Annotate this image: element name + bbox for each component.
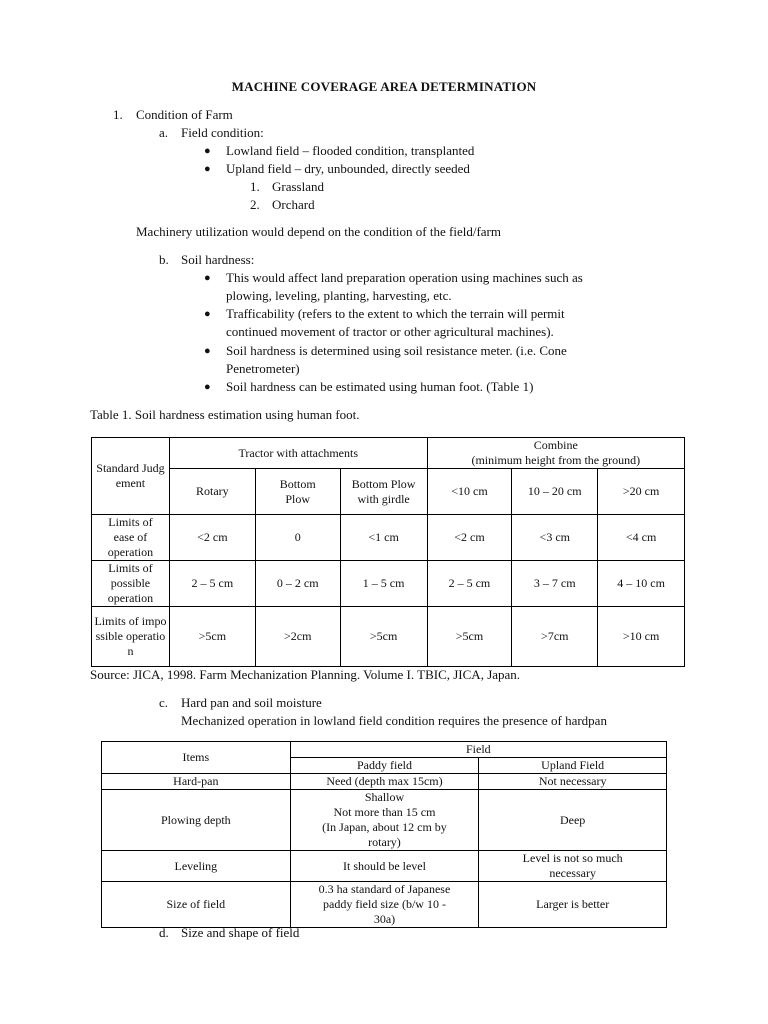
list-item: Upland field – dry, unbounded, directly seeded [226, 161, 470, 176]
bullet-icon: ● [204, 145, 211, 157]
subsection-letter: b. [159, 252, 169, 267]
section-heading: Condition of Farm [136, 107, 233, 122]
header-tractor: Tractor with attachments [169, 438, 427, 469]
table-cell: Larger is better [479, 882, 667, 928]
list-item: Soil hardness is determined using soil resistance meter. (i.e. Cone [226, 343, 567, 358]
table-cell: >10 cm [598, 607, 685, 667]
table-cell: >2cm [255, 607, 340, 667]
row-label: Leveling [102, 851, 291, 882]
subsection-letter: c. [159, 695, 169, 710]
table-cell: 0 [255, 515, 340, 561]
bullet-icon: ● [204, 381, 211, 393]
row-label: Plowing depth [102, 790, 291, 851]
list-item: Orchard [272, 197, 315, 212]
table-caption: Table 1. Soil hardness estimation using human foot. [90, 407, 360, 422]
row-label: Limits of possible operation [92, 561, 170, 607]
row-label: Limits of impossible operation [92, 607, 170, 667]
table-cell: >5cm [427, 607, 512, 667]
header-paddy: Paddy field [290, 758, 479, 774]
subsection-letter: d. [159, 925, 169, 940]
bullet-icon: ● [204, 345, 211, 357]
list-number: 1. [250, 179, 260, 194]
subsection-heading: Hard pan and soil moisture [181, 695, 322, 710]
table-cell: <4 cm [598, 515, 685, 561]
table-cell: Deep [479, 790, 667, 851]
subheader-rotary: Rotary [169, 469, 255, 515]
list-item: Grassland [272, 179, 324, 194]
bullet-icon: ● [204, 163, 211, 175]
header-combine-line2: (minimum height from the ground) [471, 453, 641, 467]
table-cell: >5cm [340, 607, 427, 667]
page-title: MACHINE COVERAGE AREA DETERMINATION [231, 79, 537, 94]
cell-line: paddy field size (b/w 10 - [323, 897, 446, 911]
cell-line: Shallow [364, 790, 405, 804]
header-combine [427, 438, 684, 469]
subheader-10-20: 10 – 20 cm [512, 469, 598, 515]
table-cell: <2 cm [169, 515, 255, 561]
field-comparison-table [101, 741, 667, 928]
table-cell: 0 – 2 cm [255, 561, 340, 607]
list-item: Soil hardness can be estimated using human foot. (Table 1) [226, 379, 534, 394]
header-upland: Upland Field [479, 758, 667, 774]
table-cell: 2 – 5 cm [169, 561, 255, 607]
table-row [102, 851, 667, 882]
header-items: Items [102, 742, 291, 774]
table-cell: >7cm [512, 607, 598, 667]
list-item-cont: Penetrometer) [226, 361, 300, 376]
table-cell: 1 – 5 cm [340, 561, 427, 607]
list-item: This would affect land preparation operation using machines such as [226, 270, 583, 285]
list-item-cont: continued movement of tractor or other agricultural machines). [226, 324, 554, 339]
table-row [92, 561, 685, 607]
header-combine-line1: Combine [533, 438, 578, 452]
subheader-gt20: >20 cm [598, 469, 685, 515]
table-cell: 3 – 7 cm [512, 561, 598, 607]
table-cell [290, 790, 479, 851]
list-number: 2. [250, 197, 260, 212]
subheader-bottom-plow: Bottom Plow [255, 469, 340, 515]
cell-line: necessary [549, 866, 596, 880]
subheader-bottom-plow-girdle: Bottom Plow with girdle [340, 469, 427, 515]
cell-line: 0.3 ha standard of Japanese [318, 882, 451, 896]
bullet-icon: ● [204, 272, 211, 284]
table-cell: Not necessary [479, 774, 667, 790]
cell-line: 30a) [373, 912, 396, 926]
table-cell: Need (depth max 15cm) [290, 774, 479, 790]
table-row [92, 515, 685, 561]
table-cell: <3 cm [512, 515, 598, 561]
table-cell: <2 cm [427, 515, 512, 561]
cell-line: rotary) [368, 835, 401, 849]
table-source: Source: JICA, 1998. Farm Mechanization Planning. Volume I. TBIC, JICA, Japan. [90, 667, 521, 682]
row-label: Hard-pan [102, 774, 291, 790]
cell-line: (In Japan, about 12 cm by [322, 820, 447, 834]
subheader-lt10: <10 cm [427, 469, 512, 515]
subsection-heading: Soil hardness: [181, 252, 255, 267]
table-cell: 2 – 5 cm [427, 561, 512, 607]
header-standard-judgement: Standard Judgement [92, 438, 170, 515]
paragraph: Mechanized operation in lowland field condition requires the presence of hardpan [181, 713, 607, 728]
bullet-icon: ● [204, 308, 211, 320]
table-cell: It should be level [290, 851, 479, 882]
table-row [102, 790, 667, 851]
list-item: Trafficability (refers to the extent to which the terrain will permit [226, 306, 565, 321]
row-label: Size of field [102, 882, 291, 928]
table-row [102, 882, 667, 928]
table-row [102, 774, 667, 790]
subsection-heading: Size and shape of field [181, 925, 300, 940]
row-label: Limits of ease of operation [92, 515, 170, 561]
cell-line: Not more than 15 cm [333, 805, 436, 819]
soil-hardness-table [91, 437, 685, 667]
table-cell [479, 851, 667, 882]
list-item-cont: plowing, leveling, planting, harvesting, etc. [226, 288, 452, 303]
subsection-letter: a. [159, 125, 169, 140]
subsection-heading: Field condition: [181, 125, 264, 140]
table-cell: <1 cm [340, 515, 427, 561]
section-number: 1. [113, 107, 123, 122]
table-cell [290, 882, 479, 928]
table-cell: 4 – 10 cm [598, 561, 685, 607]
header-field: Field [290, 742, 666, 758]
cell-line: Level is not so much [522, 851, 623, 865]
table-cell: >5cm [169, 607, 255, 667]
list-item: Lowland field – flooded condition, transplanted [226, 143, 475, 158]
paragraph: Machinery utilization would depend on the condition of the field/farm [136, 224, 501, 239]
table-row [92, 607, 685, 667]
